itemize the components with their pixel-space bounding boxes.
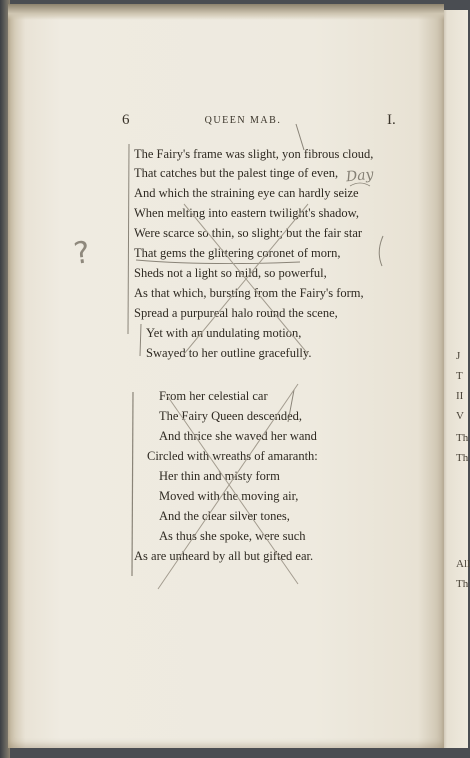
poem-line: And the clear silver tones, bbox=[159, 509, 290, 523]
poem-line: As that which, bursting from the Fairy's form, bbox=[134, 286, 364, 300]
poem-line: Were scarce so thin, so slight; but the fair star bbox=[134, 226, 363, 240]
page-number: 6 bbox=[122, 112, 130, 128]
poem-line: Swayed to her outline gracefully. bbox=[146, 346, 312, 360]
question-mark-annotation: ? bbox=[71, 235, 93, 272]
poem-line: As are unheard by all but gifted ear. bbox=[134, 549, 314, 563]
margin-bracket-line bbox=[128, 144, 129, 334]
margin-bracket-line bbox=[140, 324, 141, 356]
poem-line: Circled with wreaths of amaranth: bbox=[147, 449, 318, 463]
poem-line: And which the straining eye can hardly seize bbox=[134, 186, 359, 200]
margin-bracket-line bbox=[132, 392, 133, 576]
adjacent-page-edge: J T II V Th Th All Th bbox=[440, 10, 468, 748]
book-page bbox=[8, 4, 444, 748]
page-edge-stain bbox=[8, 4, 444, 20]
poem-line: Spread a purpureal halo round the scene, bbox=[134, 306, 338, 320]
poem-line: That catches but the palest tinge of even, bbox=[134, 166, 339, 180]
running-title: QUEEN MAB. bbox=[204, 115, 282, 126]
poem-line: As thus she spoke, were such bbox=[159, 529, 306, 543]
poem-line: Moved with the moving air, bbox=[159, 489, 299, 503]
poem-line: That gems the glittering coronet of morn, bbox=[134, 246, 341, 260]
page-header bbox=[8, 112, 444, 132]
margin-handwritten-note: Day bbox=[345, 166, 375, 186]
poem-line: Yet with an undulating motion, bbox=[146, 326, 302, 340]
poem-line: The Fairy Queen descended, bbox=[159, 409, 302, 423]
poem-line: The Fairy's frame was slight, yon fibrous cloud, bbox=[134, 147, 374, 161]
poem-line: When melting into eastern twilight's shadow, bbox=[134, 206, 360, 220]
poem-line: Her thin and misty form bbox=[159, 469, 280, 483]
section-number: I. bbox=[387, 112, 396, 128]
poem-line: And thrice she waved her wand bbox=[159, 429, 317, 443]
margin-curl bbox=[379, 236, 383, 266]
poem-line: Sheds not a light so mild, so powerful, bbox=[134, 266, 327, 280]
poem-line: From her celestial car bbox=[159, 389, 268, 403]
